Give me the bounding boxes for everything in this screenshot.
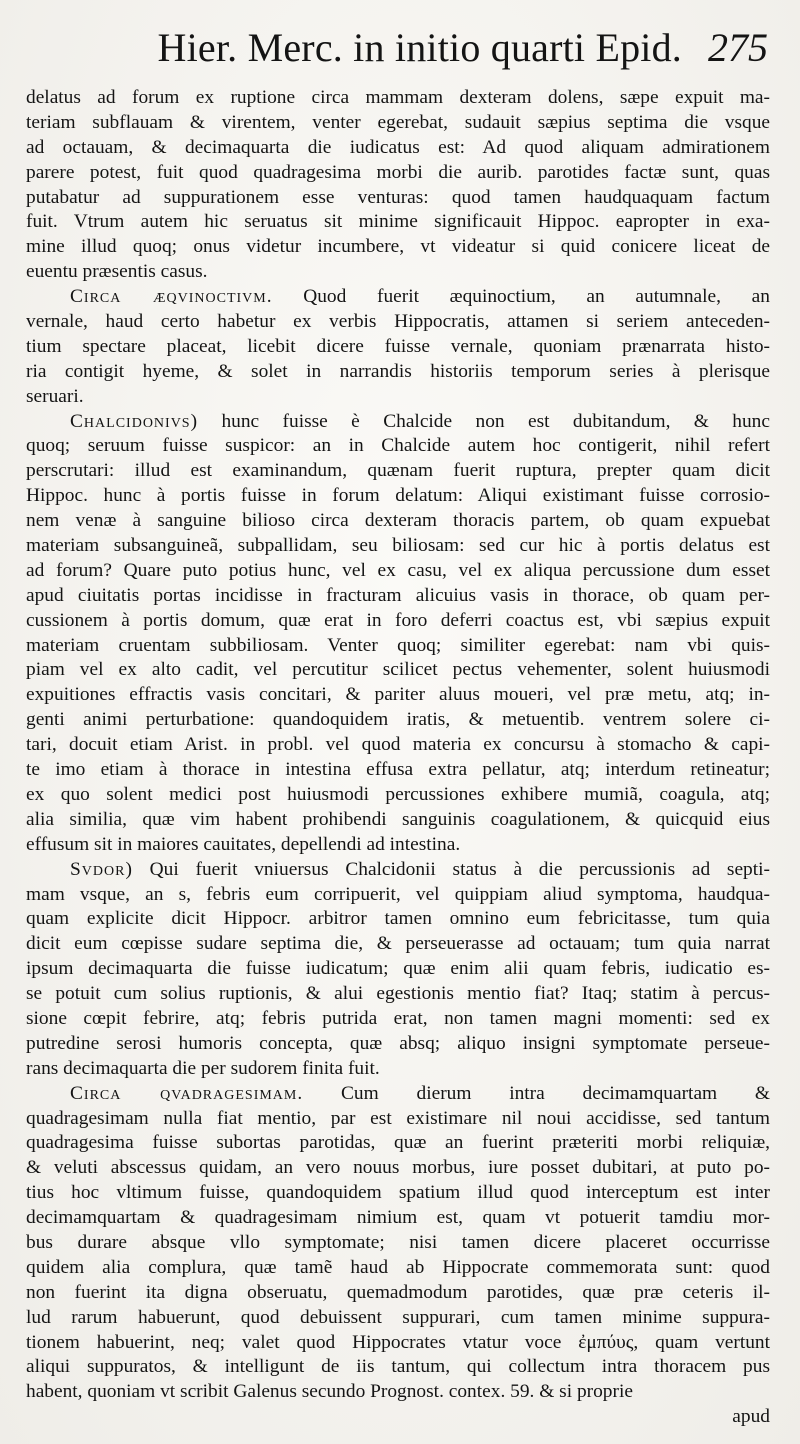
paragraph bbox=[26, 410, 770, 858]
line-text: Quod fuerit æquinoctium, an autumnale, an bbox=[272, 286, 770, 308]
line-text: Qui fuerit vniuersus Chalcidonii status à die percussionis ad septi- bbox=[132, 858, 770, 880]
text-line: teriam subflauam & virentem, venter egerebat, sudauit sæpius septima die vsque bbox=[26, 111, 770, 133]
text-line: ipsum decimaquarta die fuisse iudicatum; quæ enim alii quam febris, iudicatio es- bbox=[26, 958, 770, 980]
text-line: Hippoc. hunc à portis fuisse in forum delatum: Aliqui existimant fuisse corrosio- bbox=[26, 485, 770, 507]
text-line: quadragesimam nulla fiat mentio, par est existimare nil noui accidisse, sed tantum bbox=[26, 1107, 770, 1129]
text-line: nem venæ à sanguine bilioso circa dexteram thoracis partem, ob quam expuebat bbox=[26, 510, 770, 532]
text-line: cussionem à portis domum, quæ erat in foro deferri coactus est, vbi sæpius expuit bbox=[26, 609, 770, 631]
text-line: ad forum? Quare puto potius hunc, vel ex casu, vel ex aliqua percussione dum esset bbox=[26, 559, 770, 581]
text-line: expuitiones effractis vasis concitari, & pariter aluus moueri, vel præ metu, atq; in- bbox=[26, 684, 770, 706]
text-line: parere potest, fuit quod quadragesima morbi die aurib. parotides factæ sunt, quas bbox=[26, 161, 770, 183]
text-line: non fuerint ita digna obseruatu, quemadmodum parotides, quæ præ ceteris il- bbox=[26, 1281, 770, 1303]
text-line: rans decimaquarta die per sudorem finita fuit. bbox=[26, 1057, 380, 1079]
line-text: Cum dierum intra decimamquartam & bbox=[303, 1082, 770, 1104]
text-line: ad octauam, & decimaquarta die iudicatus est: Ad quod aliquam admirationem bbox=[26, 136, 770, 158]
text-line: quidem alia complura, quæ tamẽ haud ab Hippocrate commemorata sunt: quod bbox=[26, 1256, 770, 1278]
text-line: mine illud quoq; onus videtur incumbere, vt videatur si quid conicere liceat de bbox=[26, 236, 770, 258]
text-line: genti animi perturbatione: quandoquidem iratis, & metuentib. ventrem solere ci- bbox=[26, 709, 770, 731]
catchword: apud bbox=[732, 1406, 770, 1428]
text-line: te imo etiam à thorace in intestina effusa extra pellatur, atq; interdum retineatur; bbox=[26, 759, 770, 781]
text-line: sione cœpit febrire, atq; febris putrida erat, non tamen magni momenti: sed ex bbox=[26, 1007, 770, 1029]
text-line: tionem habuerint, neq; valet quod Hippocrates vtatur voce ἐμπύυς, quam vertunt bbox=[26, 1331, 770, 1353]
text-line: alia similia, quæ vim habent prohibendi sanguinis coagulationem, & quicquid eius bbox=[26, 808, 770, 830]
section-lead: Circa æqvinoctivm. bbox=[70, 286, 273, 308]
text-line: piam vel ex alto cadit, vel percutitur scilicet pectus vehementer, solent huiusmodi bbox=[26, 659, 770, 681]
text-line: fuit. Vtrum autem hic seruatus sit minime significauit Hippoc. eapropter in exa- bbox=[26, 211, 770, 233]
text-line bbox=[26, 285, 770, 310]
text-line: tium spectare placeat, licebit dicere fuisse vernale, quoniam prænarrata histo- bbox=[26, 335, 770, 357]
text-line bbox=[26, 1082, 770, 1107]
paragraph bbox=[26, 1082, 770, 1406]
text-line: & veluti abscessus quidam, an vero nouus morbus, iure posset dubitari, at puto po- bbox=[26, 1157, 770, 1179]
text-line: ex quo solent medici post huiusmodi percussiones exhibere mumiã, coagula, atq; bbox=[26, 783, 770, 805]
paragraph bbox=[26, 285, 770, 409]
body-text bbox=[26, 86, 770, 1430]
line-text: hunc fuisse è Chalcide non est dubitandum, & hunc bbox=[198, 410, 770, 432]
text-line: lud rarum habuerunt, quod debuissent suppurari, cum tamen minime suppura- bbox=[26, 1306, 770, 1328]
paragraph bbox=[26, 86, 770, 285]
text-line: ria contigit hyeme, & solet in narrandis historiis temporum series à plerisque bbox=[26, 360, 770, 382]
section-lead: Circa qvadragesimam. bbox=[70, 1082, 304, 1104]
page-header bbox=[26, 10, 770, 86]
text-line bbox=[26, 410, 770, 435]
page-number: 275 bbox=[708, 25, 768, 70]
text-line: delatus ad forum ex ruptione circa mammam dexteram dolens, sæpe expuit ma- bbox=[26, 87, 770, 108]
text-line: effusum sit in maiores cauitates, depellendi ad intestina. bbox=[26, 833, 461, 855]
paragraph bbox=[26, 858, 770, 1082]
text-line: aliqui suppuratos, & intelligunt de iis tantum, qui collectum intra thoracem pus bbox=[26, 1356, 770, 1378]
text-line: quam explicite dicit Hippocr. arbitror tamen omnino eum febricitasse, tum quia bbox=[26, 908, 770, 930]
text-line: materiam subsanguineã, subpallidam, seu biliosam: sed cur hic à portis delatus est bbox=[26, 535, 770, 557]
text-line: apud ciuitatis portas incidisse in fracturam alicuius vasis in thorace, ob quam per- bbox=[26, 584, 770, 606]
text-line bbox=[26, 858, 770, 883]
text-line: euentu præsentis casus. bbox=[26, 261, 208, 283]
section-lead: Svdor) bbox=[70, 858, 133, 880]
text-line: vernale, haud certo habetur ex verbis Hippocratis, attamen si seriem anteceden- bbox=[26, 311, 770, 333]
text-line: decimamquartam & quadragesimam nimium est, quam vt potuerit tamdiu mor- bbox=[26, 1207, 770, 1229]
section-lead: Chalcidonivs) bbox=[70, 410, 199, 432]
text-line: se potuit cum solius ruptionis, & alui egestionis mentio fiat? Itaq; statim à percus- bbox=[26, 983, 770, 1005]
text-line: dicit eum cœpisse sudare septima die, & perseuerasse ad octauam; tum quia narrat bbox=[26, 933, 770, 955]
text-line: putabatur ad suppurationem esse venturas: quod tamen haudquaquam factum bbox=[26, 186, 770, 208]
text-line: bus durare absque vllo symptomate; nisi tamen dicere placeret occurrisse bbox=[26, 1231, 770, 1253]
text-line: perscrutari: illud est examinandum, quænam fuerit ruptura, prepter quam dicit bbox=[26, 460, 770, 482]
text-line: tari, docuit etiam Arist. in probl. vel quod materia ex concursu à stomacho & capi- bbox=[26, 734, 770, 756]
text-line: mam vsque, an s, febris eum corripuerit, vel quippiam aliud symptoma, haudqua- bbox=[26, 883, 770, 905]
text-line: quadragesima fuisse subortas parotidas, quæ an fuerint præteriti morbi reliquiæ, bbox=[26, 1132, 770, 1154]
running-title: Hier. Merc. in initio quarti Epid. bbox=[157, 25, 682, 70]
text-line: habent, quoniam vt scribit Galenus secundo Prognost. contex. 59. & si proprie bbox=[26, 1381, 633, 1403]
text-line: quoq; seruum fuisse suspicor: an in Chalcide autem hoc contigerit, nihil refert bbox=[26, 435, 770, 457]
text-line: seruari. bbox=[26, 385, 84, 407]
text-line: materiam cruentam subbiliosam. Venter quoq; similiter egerebat: nam vbi quis- bbox=[26, 634, 770, 656]
text-line: putredine serosi humoris concepta, quæ absq; aliquo insigni symptomate perseue- bbox=[26, 1032, 770, 1054]
text-line: tius hoc vltimum fuisse, quandoquidem spatium illud quod interceptum est inter bbox=[26, 1182, 770, 1204]
